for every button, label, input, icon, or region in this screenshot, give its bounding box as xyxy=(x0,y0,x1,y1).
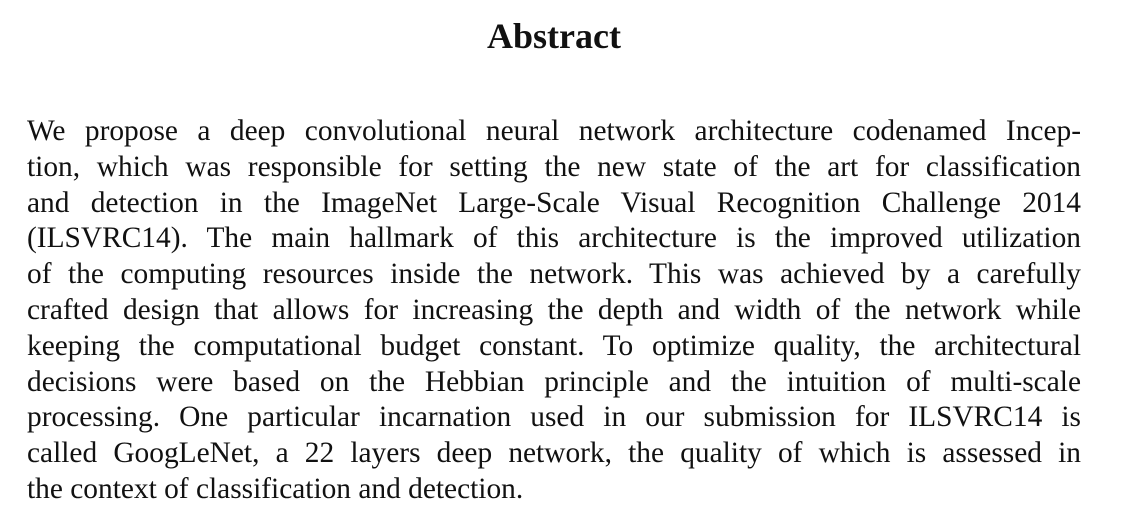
abstract-line: and detection in the ImageNet Large-Scale Visual Recognition Challenge 2014 xyxy=(27,186,1081,219)
abstract-line: decisions were based on the Hebbian principle and the intuition of multi-scale xyxy=(27,365,1081,398)
abstract-line: processing. One particular incarnation used in our submission for ILSVRC14 is xyxy=(27,401,1081,434)
abstract-line: of the computing resources inside the network. This was achieved by a carefully xyxy=(27,258,1081,291)
abstract-line: tion, which was responsible for setting the new state of the art for classification xyxy=(27,150,1081,183)
abstract-line: (ILSVRC14). The main hallmark of this architecture is the improved utilization xyxy=(27,222,1081,255)
abstract-line: crafted design that allows for increasing the depth and width of the network while xyxy=(27,293,1081,326)
abstract-line: We propose a deep convolutional neural network architecture codenamed Incep- xyxy=(27,115,1081,147)
abstract-heading: Abstract xyxy=(487,16,621,56)
abstract-line: called GoogLeNet, a 22 layers deep network, the quality of which is assessed in xyxy=(27,437,1081,470)
abstract-line: keeping the computational budget constant. To optimize quality, the architectural xyxy=(27,329,1081,362)
abstract-line-last: the context of classification and detection. xyxy=(27,472,524,505)
abstract-body xyxy=(27,114,1081,508)
